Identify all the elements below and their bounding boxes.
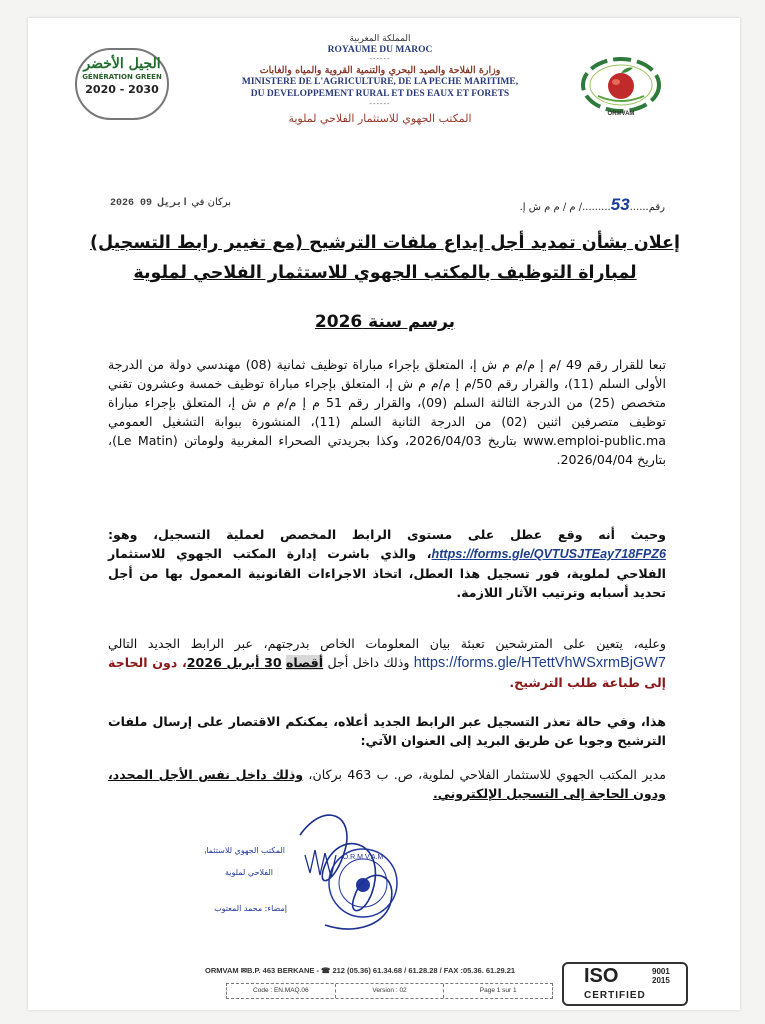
ref-handwritten-number: 53 (610, 195, 630, 214)
paragraph-decisions: تبعا للقرار رقم 49 /م إ م/م م ش إ، المتعلق بإجراء مباراة توظيف ثمانية (08) مهندسي دولة من الدرجة الأولى السلم (11)، والقرار رقم 50/م إ م/م م ش إ، المتعلق بإجراء مباراة توظيف خمسة وعشرون تقني متخصص (25) من الدرجة الثالثة السلم (09)، والقرار رقم 51 م إ م/م م ش إ، المتعلق بإجراء مباراة توظيف متصرفين اثنين (02) من الدرجة الثانية السلم (11)، المنشورة ببوابة التشغيل العمومي www.emploi-public.ma بتاريخ 2026/04/03، وكذا بجريدتي الصحراء المغربية ولوماتن (Le Matin)، بتاريخ 2026/04/04. (108, 357, 667, 467)
p5-address: مدير المكتب الجهوي للاستثمار الفلاحي لملوية، ص. ب 463 بركان، (308, 767, 666, 782)
p2-text-b: ، والذي باشرت إدارة المكتب الجهوي للاستثمار الفلاحي لملوية، فور تسجيل هذا العطل، اتخاذ الاجراءات القانونية المعمول بها من أجل تحديد أسبابه وترتيب الآثار اللازمة. (108, 546, 666, 600)
iso-certified-text: CERTIFIED (584, 990, 646, 1001)
p5-deadline-note: وذلك داخل نفس الأجل المحدد، ودون الحاجة إلى التسجيل الإلكتروني. (108, 767, 666, 801)
p3-text-b: وذلك داخل أجل (327, 655, 410, 670)
iso-label: ISO (584, 965, 619, 987)
iso-year-2: 2015 (652, 976, 670, 985)
logo-generation-text: GÉNÉRATION GREEN (82, 73, 162, 81)
logo-ormvam-text: ORMVAM (607, 111, 635, 117)
title-line1: إعلان بشأن تمديد أجل إيداع ملفات الترشيح (مع تغيير رابط التسجيل) (90, 233, 680, 253)
date-label: بركان في (191, 197, 232, 208)
footer-version: Version : 02 (336, 984, 445, 998)
p3-deadline-word: أقصاه (285, 655, 324, 670)
ministry-french-line2: DU DEVELOPPEMENT RURAL ET DES EAUX ET FORETS (250, 89, 510, 99)
kingdom-french: ROYAUME DU MAROC (327, 45, 433, 55)
divider: ------ (369, 100, 391, 108)
stamp-line-1: المكتب الجهوي للاستثمار (205, 846, 285, 855)
reference-number (520, 195, 665, 215)
title-year: برسم سنة 2026 (314, 312, 456, 332)
logo-arabic-text: الجيل الأخضر (83, 56, 161, 72)
reference-date (110, 197, 231, 209)
kingdom-arabic: المملكة المغربية (349, 34, 411, 44)
signature-stamp (205, 795, 455, 945)
ministry-arabic: وزارة الفلاحة والصيد البحري والتنمية القروية والمياه والغابات (259, 65, 501, 76)
new-registration-link[interactable]: https://forms.gle/HTettVhWSxrmBjGW7 (413, 655, 666, 671)
p3-text-a: وعليه، يتعين على المترشحين تعبئة بيان المعلومات الخاص بدرجتهم، عبر الرابط الجديد التالي (108, 636, 666, 651)
ref-label: رقم...... (629, 202, 665, 213)
logo-years: 2020 - 2030 (85, 83, 159, 96)
footer-document-codes (226, 983, 553, 999)
letterhead (190, 34, 570, 125)
ref-suffix: ........./ م / م م ش إ. (519, 202, 611, 213)
footer-page: Page 1 sur 1 (479, 987, 517, 994)
announcement-year (90, 312, 680, 332)
signer-name: إمضاء: محمد المعتوب (214, 904, 287, 913)
stamp-ring-text: O.R.M.V.A.M (342, 854, 384, 861)
footer-code: Code : EN.MAQ.06 (227, 984, 336, 998)
footer-contact: ORMVAM ✉B.P. 463 BERKANE - ☎ 212 (05.36) 61.34.68 / 61.28.28 / FAX :05.36. 61.29.21 (205, 966, 516, 975)
iso-year-1: 9001 (652, 967, 670, 976)
ormvam-logo (578, 56, 664, 118)
reference-line (110, 195, 665, 215)
paragraph-postal-option: هذا، وفي حالة تعذر التسجيل عبر الرابط الجديد أعلاه، يمكنكم الاقتصار على إرسال ملفات الترشيح وجوبا عن طريق البريد إلى العنوان الآتي: (108, 714, 666, 748)
iso-certified-badge (562, 962, 688, 1006)
paragraph-link-failure (108, 525, 666, 602)
p3-text-e: ، دون الحاجة إلى طباعة طلب الترشيح. (108, 655, 666, 690)
ministry-french-line1: MINISTERE DE L'AGRICULTURE, DE LA PECHE MARITIME, (241, 77, 519, 87)
iso-years (652, 967, 670, 985)
stamp-line-2: الفلاحي لملوية (225, 868, 273, 877)
paragraph-new-link (108, 634, 666, 692)
p3-deadline-date: 30 أبريل 2026 (186, 655, 282, 670)
announcement-title (90, 228, 680, 288)
p2-text-a: وحيث أنه وقع عطل على مستوى الرابط المخصص لعملية التسجيل، وهو: (108, 527, 666, 542)
divider: ------ (369, 55, 391, 63)
generation-green-logo (75, 48, 169, 120)
date-stamp: 2026 ابريل 09 (110, 198, 189, 209)
title-line2: لمباراة التوظيف بالمكتب الجهوي للاستثمار الفلاحي لملوية (133, 263, 637, 283)
office-arabic: المكتب الجهوي للاستثمار الفلاحي لملوية (288, 112, 472, 125)
old-registration-link[interactable]: https://forms.gle/QVTUSJTEay718FPZ6 (431, 547, 666, 561)
